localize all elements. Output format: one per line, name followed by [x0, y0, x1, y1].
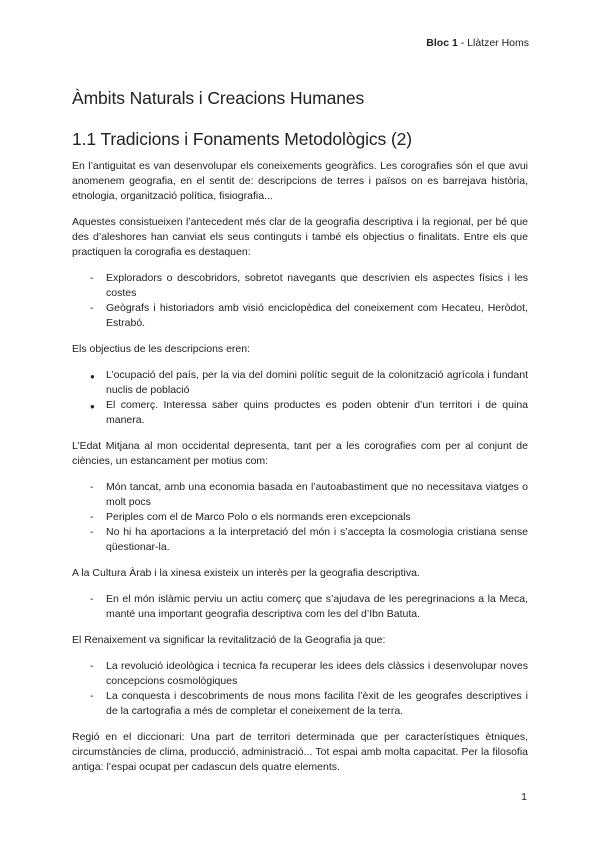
header-separator: - — [457, 37, 468, 49]
dash-marker: - — [90, 511, 94, 523]
bullet-icon: ● — [90, 402, 95, 411]
paragraph-1: En l’antiguitat es van desenvolupar els coneixements geogràfics. Les corografies són el que avui anomenem geografia, en el sentit de: descripcions de terres i països on es barrejava història, etnologia, organització política, fisiografia... — [72, 160, 528, 202]
paragraph-6: El Renaixement va significar la revitalització de la Geografia ja que: — [72, 634, 386, 646]
list-item: - La conquesta i descobriments de nous mons facilita l’èxit de les geografes descriptives i de la cartografia a més de completar el coneixement de la terra. — [90, 690, 528, 717]
dash-list-renaissance — [72, 659, 528, 719]
paragraph-2: Aquestes consistueixen l’antecedent més clar de la geografia descriptiva i la regional, per bé que des d’aleshores han canviat els seus continguts i també els objectius o finalitats. Entre els que practiquen la corografia es destaquen: — [72, 216, 528, 258]
dash-marker: - — [90, 302, 94, 314]
list-item: - Exploradors o descobridors, sobretot navegants que descrivien els aspectes físics i les costes — [90, 272, 528, 299]
dash-marker: - — [90, 481, 94, 493]
dash-marker: - — [90, 593, 94, 605]
page-title: Àmbits Naturals i Creacions Humanes — [72, 88, 365, 108]
page-number: 1 — [521, 791, 527, 803]
list-item: - Món tancat, amb una economia basada en l’autoabastiment que no necessitava viatges o molt pocs — [90, 481, 528, 508]
dash-marker: - — [90, 660, 94, 672]
dash-list-middle-ages — [72, 480, 528, 555]
list-item: - Periples com el de Marco Polo o els normands eren excepcionals — [90, 511, 411, 523]
section-heading: 1.1 Tradicions i Fonaments Metodològics (2) — [72, 129, 413, 149]
bullet-list-objectives — [72, 368, 528, 428]
page-content — [72, 88, 528, 786]
list-item: - La revolució ideològica i tecnica fa recuperar les idees dels clàssics i desenvolupar noves concepcions cosmològiques — [90, 660, 528, 687]
header-bloc: Bloc 1 — [426, 37, 458, 49]
page-header — [426, 37, 529, 49]
bullet-icon: ● — [90, 372, 95, 381]
paragraph-7: Regió en el diccionari: Una part de territori determinada que per característiques ètniques, circumstàncies de clima, producció, administració... Tot espai amb molta capacitat. Per la filosofia antiga: l’espai ocupat per cadascun dels quatre elements. — [72, 731, 528, 773]
list-item: - Geògrafs i historiadors amb visió enciclopèdica del coneixement com Hecateu, Heròdot, Estrabó. — [90, 302, 528, 329]
list-item: - En el món islàmic perviu un actiu comerç que s’ajudava de les peregrinacions a la Meca, manté una important geografia descriptiva com les del d’Ibn Batuta. — [90, 593, 528, 620]
dash-marker: - — [90, 526, 94, 538]
dash-list-practitioners — [72, 271, 528, 331]
paragraph-5: A la Cultura Àrab i la xinesa existeix un interès per la geografia descriptiva. — [72, 567, 420, 579]
paragraph-4: L’Edat Mitjana al mon occidental depresenta, tant per a les corografies com per al conjunt de ciències, un estancament per motius com: — [72, 440, 528, 467]
list-item: ● L’ocupació del país, per la via del domini polític seguit de la colonització agrícola i fundant nuclis de població — [90, 369, 528, 396]
list-item: ● El comerç. Interessa saber quins productes es poden obtenir d’un territori i de quina manera. — [90, 399, 528, 426]
header-author: Llàtzer Homs — [467, 37, 529, 49]
dash-marker: - — [90, 690, 94, 702]
dash-list-islamic — [72, 592, 528, 622]
dash-marker: - — [90, 272, 94, 284]
list-item: - No hi ha aportacions a la interpretació del món i s’accepta la cosmologia cristiana sense qüestionar-la. — [90, 526, 528, 553]
paragraph-3: Els objectius de les descripcions eren: — [72, 343, 251, 355]
